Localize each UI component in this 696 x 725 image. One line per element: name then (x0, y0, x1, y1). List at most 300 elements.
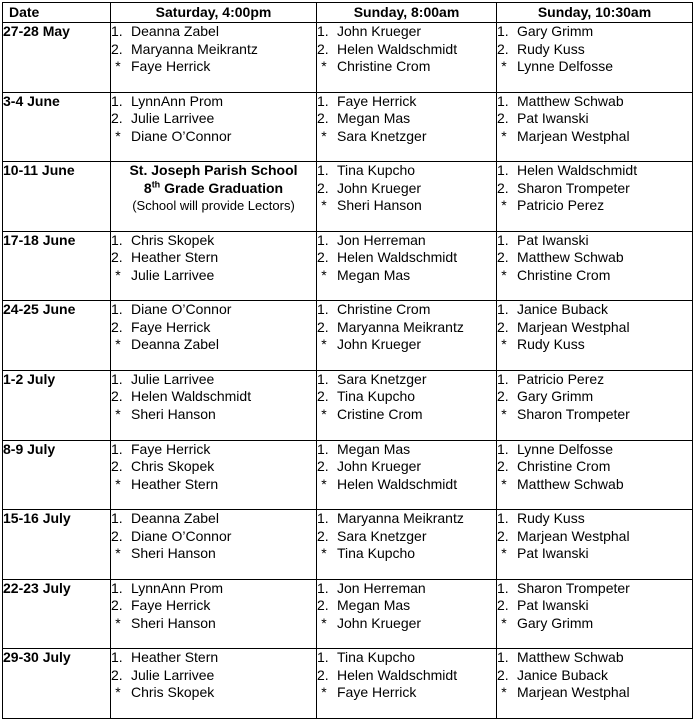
reader-entry (111, 545, 316, 563)
reader-number: 1. (111, 579, 123, 596)
alternate-marker: * (115, 127, 121, 144)
reader-entry (497, 388, 692, 406)
reader-name: Christine Crom (337, 58, 431, 74)
reader-entry (317, 162, 496, 180)
reader-name: LynnAnn Prom (131, 579, 224, 596)
sunday-8am-cell (317, 231, 497, 301)
schedule-row (3, 23, 693, 93)
reader-entry (111, 510, 316, 528)
date-cell: 3-4 June (3, 92, 111, 162)
reader-entry (317, 388, 496, 406)
reader-name: Pat Iwanski (517, 597, 589, 614)
reader-entry (111, 371, 316, 389)
schedule-row (3, 440, 693, 510)
reader-name: Helen Waldschmidt (131, 388, 252, 405)
reader-entry (497, 180, 692, 198)
reader-number: 1. (317, 231, 329, 248)
reader-number: 1. (111, 649, 123, 666)
reader-entry (497, 162, 692, 180)
reader-number: 2. (497, 249, 509, 266)
date-cell: 1-2 July (3, 370, 111, 440)
reader-entry (317, 110, 496, 128)
reader-number: 2. (317, 179, 329, 196)
reader-name: Marjean Westphal (517, 684, 630, 701)
reader-number: 2. (497, 597, 509, 614)
reader-entry (317, 319, 496, 337)
reader-name: Faye Herrick (131, 440, 211, 457)
reader-entry (111, 93, 316, 111)
reader-entry (497, 458, 692, 476)
reader-entry (317, 336, 496, 354)
reader-entry (111, 649, 316, 667)
saturday-4pm-cell (111, 510, 317, 580)
alternate-marker: * (501, 405, 507, 422)
reader-name: Marjean Westphal (517, 318, 630, 335)
alternate-marker: * (321, 58, 327, 74)
sunday-8am-cell (317, 23, 497, 93)
sunday-1030am-cell (497, 440, 693, 510)
alternate-marker: * (115, 266, 121, 283)
reader-entry (497, 249, 692, 267)
reader-number: 1. (497, 510, 509, 527)
schedule-row (3, 510, 693, 580)
reader-name: Pat Iwanski (517, 110, 589, 127)
reader-name: Matthew Schwab (517, 649, 624, 666)
alternate-marker: * (321, 336, 327, 353)
reader-entry (111, 58, 316, 76)
reader-entry (497, 667, 692, 685)
reader-entry (111, 388, 316, 406)
reader-entry (497, 336, 692, 354)
reader-entry (111, 267, 316, 285)
reader-entry (317, 41, 496, 59)
reader-name: Christine Crom (517, 458, 611, 475)
reader-number: 1. (317, 23, 329, 39)
saturday-4pm-cell (111, 231, 317, 301)
reader-entry (111, 336, 316, 354)
reader-name: Rudy Kuss (517, 336, 585, 353)
reader-name: Matthew Schwab (517, 92, 624, 109)
reader-number: 2. (317, 527, 329, 544)
saturday-4pm-cell (111, 92, 317, 162)
reader-name: Faye Herrick (131, 597, 211, 614)
reader-name: LynnAnn Prom (131, 92, 224, 109)
reader-entry (497, 23, 692, 41)
reader-entry (497, 93, 692, 111)
notice-subtitle-text: Grade Graduation (160, 179, 284, 196)
sunday-8am-cell (317, 92, 497, 162)
saturday-4pm-cell (111, 370, 317, 440)
reader-name: Marjean Westphal (517, 527, 630, 544)
sunday-8am-cell (317, 370, 497, 440)
reader-number: 1. (317, 510, 329, 527)
reader-entry (497, 232, 692, 250)
reader-name: John Krueger (337, 336, 422, 353)
header-date: Date (3, 3, 111, 23)
reader-number: 1. (317, 162, 329, 179)
reader-name: Helen Waldschmidt (337, 475, 458, 492)
reader-entry (317, 180, 496, 198)
reader-number: 1. (497, 579, 509, 596)
reader-name: Christine Crom (517, 266, 611, 283)
reader-entry (317, 267, 496, 285)
reader-name: Sheri Hanson (131, 545, 216, 562)
sunday-1030am-cell (497, 301, 693, 371)
grade-number: 8 (143, 179, 152, 196)
reader-entry (111, 128, 316, 146)
header-sunday-8am: Sunday, 8:00am (317, 3, 497, 23)
reader-entry (497, 197, 692, 215)
sunday-8am-cell (317, 301, 497, 371)
reader-name: Megan Mas (337, 110, 411, 127)
reader-entry (317, 649, 496, 667)
alternate-marker: * (321, 545, 327, 562)
alternate-marker: * (501, 545, 507, 562)
reader-name: John Krueger (337, 23, 422, 39)
reader-name: Helen Waldschmidt (337, 666, 458, 683)
alternate-marker: * (501, 197, 507, 214)
alternate-marker: * (501, 614, 507, 631)
reader-name: Faye Herrick (131, 58, 211, 74)
alternate-marker: * (501, 475, 507, 492)
reader-entry (497, 580, 692, 598)
reader-name: Pat Iwanski (517, 231, 589, 248)
graduation-notice-cell (111, 162, 317, 232)
date-cell: 29-30 July (3, 649, 111, 719)
reader-entry (497, 110, 692, 128)
reader-entry (317, 458, 496, 476)
sunday-8am-cell (317, 440, 497, 510)
reader-number: 2. (317, 666, 329, 683)
reader-number: 1. (497, 440, 509, 457)
notice-subtitle (111, 180, 316, 198)
reader-name: Pat Iwanski (517, 545, 589, 562)
schedule-row (3, 231, 693, 301)
reader-name: Tina Kupcho (337, 649, 416, 666)
reader-entry (111, 319, 316, 337)
reader-number: 2. (317, 249, 329, 266)
reader-name: Sheri Hanson (131, 614, 216, 631)
saturday-4pm-cell (111, 579, 317, 649)
reader-entry (497, 41, 692, 59)
header-row (3, 3, 693, 23)
reader-name: Janice Buback (517, 666, 609, 683)
reader-entry (497, 371, 692, 389)
reader-number: 1. (317, 301, 329, 318)
schedule-row (3, 162, 693, 232)
reader-number: 2. (111, 666, 123, 683)
reader-entry (317, 93, 496, 111)
sunday-8am-cell (317, 510, 497, 580)
schedule-row (3, 579, 693, 649)
sunday-1030am-cell (497, 649, 693, 719)
reader-number: 1. (317, 370, 329, 387)
reader-number: 2. (111, 40, 123, 57)
reader-name: Tina Kupcho (337, 545, 416, 562)
reader-number: 2. (497, 666, 509, 683)
reader-number: 2. (111, 527, 123, 544)
reader-entry (497, 476, 692, 494)
reader-number: 1. (497, 92, 509, 109)
alternate-marker: * (501, 336, 507, 353)
date-cell: 17-18 June (3, 231, 111, 301)
sunday-8am-cell (317, 162, 497, 232)
reader-number: 2. (111, 110, 123, 127)
reader-number: 1. (111, 92, 123, 109)
reader-name: Maryanna Meikrantz (337, 318, 464, 335)
reader-number: 2. (317, 318, 329, 335)
reader-number: 1. (111, 23, 123, 39)
reader-entry (497, 528, 692, 546)
reader-name: Gary Grimm (517, 614, 594, 631)
reader-name: Diane O’Connor (131, 527, 232, 544)
notice-note: (School will provide Lectors) (132, 198, 295, 214)
reader-number: 2. (111, 249, 123, 266)
reader-entry (111, 615, 316, 633)
reader-entry (111, 110, 316, 128)
reader-name: John Krueger (337, 179, 422, 196)
reader-number: 2. (317, 40, 329, 57)
reader-entry (497, 128, 692, 146)
reader-name: Sharon Trompeter (517, 405, 630, 422)
reader-name: Christine Crom (337, 301, 431, 318)
reader-number: 2. (317, 110, 329, 127)
reader-entry (317, 58, 496, 76)
reader-name: Faye Herrick (131, 318, 211, 335)
reader-name: Cristine Crom (337, 405, 423, 422)
reader-name: John Krueger (337, 614, 422, 631)
reader-name: Chris Skopek (131, 684, 215, 701)
date-cell: 8-9 July (3, 440, 111, 510)
schedule-row (3, 649, 693, 719)
reader-name: Deanna Zabel (131, 336, 219, 353)
reader-entry (317, 528, 496, 546)
reader-entry (317, 371, 496, 389)
reader-entry (497, 510, 692, 528)
reader-entry (317, 476, 496, 494)
alternate-marker: * (115, 684, 121, 701)
reader-number: 1. (111, 301, 123, 318)
reader-number: 2. (497, 527, 509, 544)
schedule-row (3, 370, 693, 440)
notice-title: St. Joseph Parish School (129, 162, 298, 179)
reader-entry (111, 232, 316, 250)
reader-number: 2. (497, 110, 509, 127)
reader-entry (111, 667, 316, 685)
alternate-marker: * (115, 58, 121, 74)
reader-number: 1. (317, 649, 329, 666)
sunday-8am-cell (317, 579, 497, 649)
alternate-marker: * (321, 127, 327, 144)
reader-name: Gary Grimm (517, 388, 594, 405)
alternate-marker: * (321, 405, 327, 422)
reader-number: 1. (497, 231, 509, 248)
reader-name: Sara Knetzger (337, 370, 427, 387)
reader-entry (317, 580, 496, 598)
reader-number: 2. (111, 318, 123, 335)
reader-entry (111, 441, 316, 459)
reader-name: Gary Grimm (517, 23, 594, 39)
reader-number: 2. (111, 458, 123, 475)
reader-entry (497, 319, 692, 337)
reader-entry (111, 249, 316, 267)
alternate-marker: * (115, 336, 121, 353)
reader-number: 1. (317, 92, 329, 109)
reader-name: Sheri Hanson (337, 197, 422, 214)
reader-number: 1. (111, 231, 123, 248)
reader-name: Matthew Schwab (517, 249, 624, 266)
reader-entry (111, 528, 316, 546)
alternate-marker: * (501, 127, 507, 144)
alternate-marker: * (501, 684, 507, 701)
reader-entry (497, 58, 692, 76)
schedule-row (3, 92, 693, 162)
reader-entry (317, 545, 496, 563)
reader-number: 2. (317, 458, 329, 475)
reader-name: Chris Skopek (131, 231, 215, 248)
grade-suffix: th (151, 179, 161, 190)
lector-schedule-table (2, 2, 693, 719)
alternate-marker: * (321, 266, 327, 283)
reader-name: Patricio Perez (517, 370, 605, 387)
alternate-marker: * (115, 405, 121, 422)
reader-name: Sharon Trompeter (517, 179, 630, 196)
reader-entry (317, 597, 496, 615)
alternate-marker: * (501, 266, 507, 283)
alternate-marker: * (321, 475, 327, 492)
reader-name: Deanna Zabel (131, 23, 219, 39)
reader-name: Julie Larrivee (131, 110, 215, 127)
reader-number: 2. (497, 458, 509, 475)
reader-name: Sara Knetzger (337, 127, 427, 144)
reader-name: Megan Mas (337, 597, 411, 614)
saturday-4pm-cell (111, 301, 317, 371)
date-cell: 15-16 July (3, 510, 111, 580)
reader-entry (111, 458, 316, 476)
reader-number: 1. (111, 440, 123, 457)
reader-name: Maryanna Meikrantz (337, 510, 464, 527)
reader-number: 1. (497, 649, 509, 666)
reader-number: 2. (111, 597, 123, 614)
reader-entry (317, 23, 496, 41)
reader-entry (497, 545, 692, 563)
reader-name: Diane O’Connor (131, 301, 232, 318)
reader-number: 1. (497, 23, 509, 39)
reader-name: Helen Waldschmidt (337, 249, 458, 266)
saturday-4pm-cell (111, 440, 317, 510)
reader-entry (111, 476, 316, 494)
reader-entry (317, 510, 496, 528)
reader-name: John Krueger (337, 458, 422, 475)
reader-entry (317, 615, 496, 633)
reader-name: Rudy Kuss (517, 40, 585, 57)
reader-number: 2. (497, 318, 509, 335)
reader-entry (497, 441, 692, 459)
schedule-row (3, 301, 693, 371)
reader-entry (111, 41, 316, 59)
reader-entry (111, 23, 316, 41)
date-cell: 27-28 May (3, 23, 111, 93)
alternate-marker: * (501, 58, 507, 74)
alternate-marker: * (321, 684, 327, 701)
header-sunday-1030am: Sunday, 10:30am (497, 3, 693, 23)
alternate-marker: * (321, 614, 327, 631)
reader-name: Faye Herrick (337, 92, 417, 109)
reader-entry (497, 615, 692, 633)
reader-entry (497, 301, 692, 319)
reader-entry (497, 597, 692, 615)
reader-name: Heather Stern (131, 249, 219, 266)
alternate-marker: * (321, 197, 327, 214)
reader-name: Julie Larrivee (131, 666, 215, 683)
saturday-4pm-cell (111, 649, 317, 719)
reader-entry (317, 197, 496, 215)
reader-name: Julie Larrivee (131, 370, 215, 387)
reader-entry (497, 649, 692, 667)
reader-number: 1. (497, 162, 509, 179)
date-cell: 10-11 June (3, 162, 111, 232)
reader-name: Diane O’Connor (131, 127, 232, 144)
sunday-1030am-cell (497, 370, 693, 440)
reader-entry (111, 597, 316, 615)
reader-number: 2. (111, 388, 123, 405)
alternate-marker: * (115, 545, 121, 562)
reader-name: Helen Waldschmidt (517, 162, 638, 179)
reader-entry (317, 249, 496, 267)
reader-entry (497, 406, 692, 424)
reader-name: Lynne Delfosse (517, 440, 613, 457)
reader-entry (497, 684, 692, 702)
reader-number: 2. (317, 597, 329, 614)
reader-name: Janice Buback (517, 301, 609, 318)
reader-name: Megan Mas (337, 266, 411, 283)
reader-name: Marjean Westphal (517, 127, 630, 144)
reader-name: Sara Knetzger (337, 527, 427, 544)
reader-name: Jon Herreman (337, 579, 426, 596)
sunday-1030am-cell (497, 231, 693, 301)
date-cell: 24-25 June (3, 301, 111, 371)
sunday-1030am-cell (497, 510, 693, 580)
reader-name: Jon Herreman (337, 231, 426, 248)
reader-entry (111, 406, 316, 424)
reader-number: 1. (497, 370, 509, 387)
reader-name: Deanna Zabel (131, 510, 219, 527)
reader-name: Helen Waldschmidt (337, 40, 458, 57)
sunday-8am-cell (317, 649, 497, 719)
reader-name: Faye Herrick (337, 684, 417, 701)
sunday-1030am-cell (497, 23, 693, 93)
reader-number: 2. (317, 388, 329, 405)
saturday-4pm-cell (111, 23, 317, 93)
reader-name: Rudy Kuss (517, 510, 585, 527)
date-cell: 22-23 July (3, 579, 111, 649)
reader-entry (317, 441, 496, 459)
alternate-marker: * (115, 614, 121, 631)
reader-name: Sharon Trompeter (517, 579, 630, 596)
reader-number: 1. (111, 370, 123, 387)
reader-number: 1. (317, 579, 329, 596)
sunday-1030am-cell (497, 92, 693, 162)
reader-entry (317, 684, 496, 702)
reader-number: 1. (497, 301, 509, 318)
reader-name: Tina Kupcho (337, 162, 416, 179)
reader-entry (317, 232, 496, 250)
sunday-1030am-cell (497, 579, 693, 649)
reader-entry (111, 580, 316, 598)
reader-name: Heather Stern (131, 649, 219, 666)
reader-name: Maryanna Meikrantz (131, 40, 258, 57)
reader-name: Tina Kupcho (337, 388, 416, 405)
